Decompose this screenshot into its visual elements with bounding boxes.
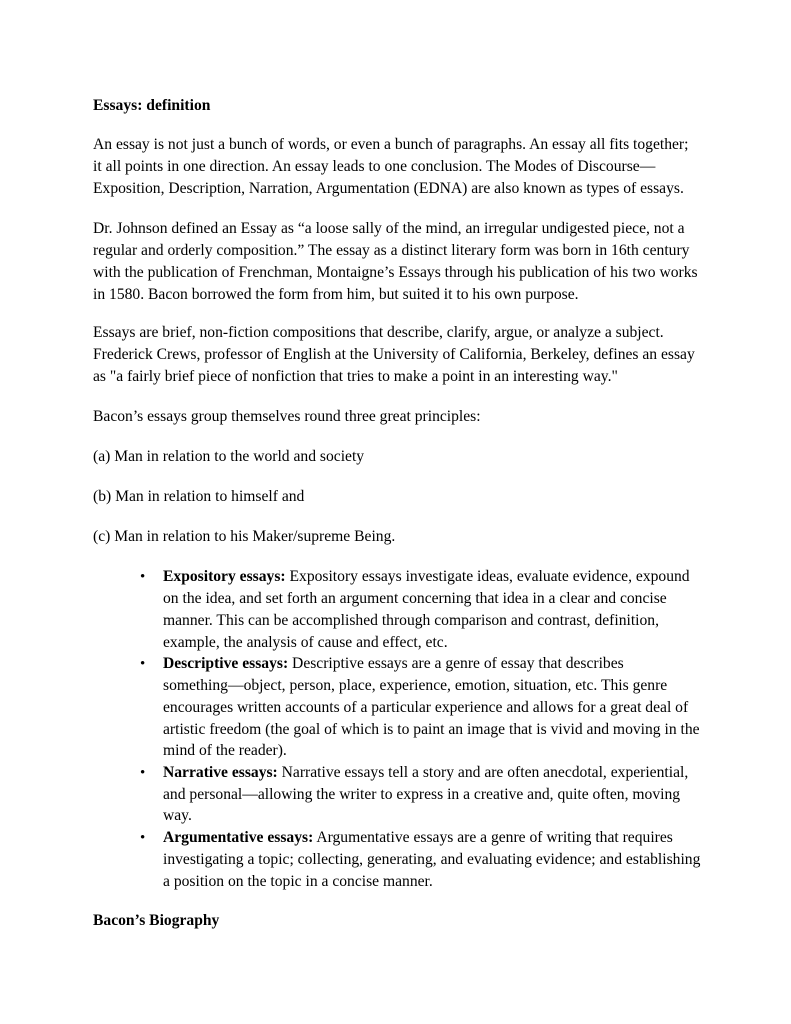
bullet-text: a position on the topic in a concise manner. <box>163 873 433 890</box>
bullet-text: on the idea, and set forth an argument concerning that idea in a clear and concise <box>163 590 667 607</box>
paragraph-line: Dr. Johnson defined an Essay as “a loose sally of the mind, an irregular undigested piece, not a <box>93 220 685 237</box>
bullet-icon: • <box>140 569 146 585</box>
bullet-term: Descriptive essays: <box>163 655 289 672</box>
section-heading-biography: Bacon’s Biography <box>93 912 220 929</box>
principle-b: (b) Man in relation to himself and <box>93 488 305 505</box>
paragraph-line: Essays are brief, non-fiction compositions that describe, clarify, argue, or analyze a subject. <box>93 324 664 341</box>
bullet-text: Argumentative essays are a genre of writing that requires <box>313 829 673 846</box>
list-item-argumentative <box>163 827 673 849</box>
bullet-icon: • <box>140 830 146 846</box>
paragraph-line: as "a fairly brief piece of nonfiction that tries to make a point in an interesting way." <box>93 368 618 385</box>
bullet-text: artistic freedom (the goal of which is to paint an image that is vivid and moving in the <box>163 721 700 738</box>
bullet-term: Expository essays: <box>163 568 286 585</box>
bullet-icon: • <box>140 765 146 781</box>
bullet-text: example, the analysis of cause and effect, etc. <box>163 634 448 651</box>
bullet-term: Argumentative essays: <box>163 829 314 846</box>
bullet-text: manner. This can be accomplished through comparison and contrast, definition, <box>163 612 659 629</box>
bullet-text: Expository essays investigate ideas, evaluate evidence, expound <box>285 568 690 585</box>
paragraph-line: An essay is not just a bunch of words, or even a bunch of paragraphs. An essay all fits together; <box>93 136 689 153</box>
bullet-text: encourages written accounts of a particular experience and allows for a great deal of <box>163 699 689 716</box>
bullet-text: Narrative essays tell a story and are often anecdotal, experiential, <box>277 764 689 781</box>
paragraph-line: in 1580. Bacon borrowed the form from him, but suited it to his own purpose. <box>93 286 579 303</box>
bullet-icon: • <box>140 656 146 672</box>
principles-intro: Bacon’s essays group themselves round three great principles: <box>93 408 481 425</box>
section-heading-definition: Essays: definition <box>93 97 211 114</box>
bullet-text: investigating a topic; collecting, generating, and evaluating evidence; and establishing <box>163 851 701 868</box>
paragraph-line: it all points in one direction. An essay leads to one conclusion. The Modes of Discourse— <box>93 158 656 175</box>
bullet-text: something—object, person, place, experience, emotion, situation, etc. This genre <box>163 677 668 694</box>
paragraph-line: Frederick Crews, professor of English at the University of California, Berkeley, defines an essay <box>93 346 695 363</box>
list-item-descriptive <box>163 653 624 675</box>
paragraph-line: with the publication of Frenchman, Montaigne’s Essays through his publication of his two works <box>93 264 698 281</box>
principle-c: (c) Man in relation to his Maker/supreme Being. <box>93 528 396 545</box>
bullet-text: and personal—allowing the writer to express in a creative and, quite often, moving <box>163 786 681 803</box>
paragraph-line: Exposition, Description, Narration, Argumentation (EDNA) are also known as types of essays. <box>93 180 684 197</box>
paragraph-line: regular and orderly composition.” The essay as a distinct literary form was born in 16th century <box>93 242 690 259</box>
bullet-text: Descriptive essays are a genre of essay that describes <box>288 655 624 672</box>
list-item-expository <box>163 566 690 588</box>
list-item-narrative <box>163 762 688 784</box>
bullet-text: mind of the reader). <box>163 742 287 759</box>
bullet-text: way. <box>163 807 192 824</box>
principle-a: (a) Man in relation to the world and society <box>93 448 365 465</box>
bullet-term: Narrative essays: <box>163 764 278 781</box>
